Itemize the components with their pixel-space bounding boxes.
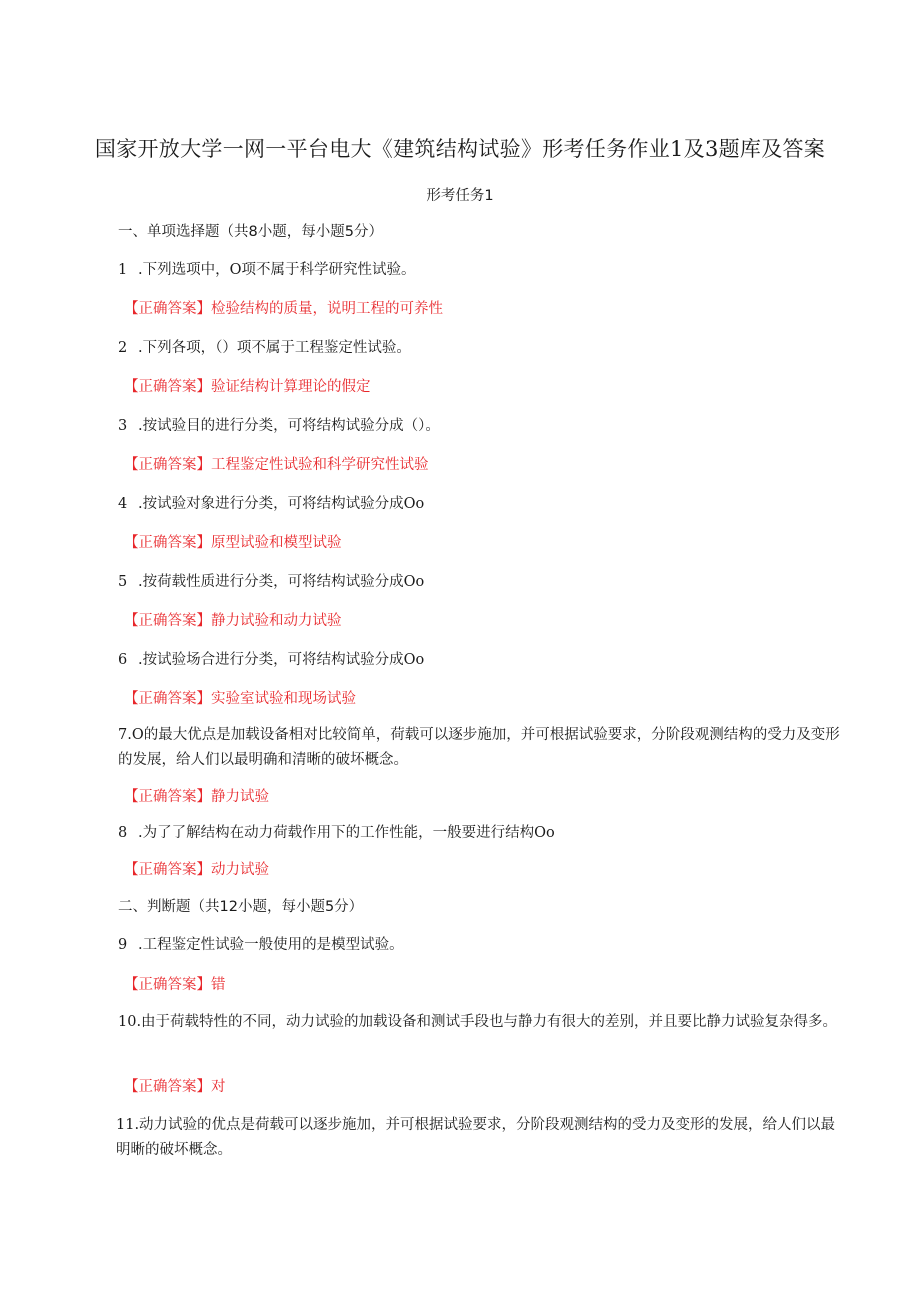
answer-text: 验证结构计算理论的假定 <box>211 379 371 395</box>
question-number: 9 <box>118 937 128 953</box>
section-heading-true-false: 二、判断题（共12小题，每小题5分） <box>118 899 364 915</box>
question-text: .下列选项中，O项不属于科学研究性试验。 <box>138 262 416 278</box>
question-item <box>118 570 842 595</box>
question-number: 4 <box>118 496 128 512</box>
document-subtitle: 形考任务1 <box>426 188 494 204</box>
answer-line <box>124 689 356 709</box>
question-item <box>116 1113 842 1163</box>
answer-tag: 【正确答案】 <box>124 535 211 551</box>
question-text: .按荷载性质进行分类，可将结构试验分成Oo <box>138 574 425 590</box>
answer-line <box>124 787 269 807</box>
answer-text: 静力试验和动力试验 <box>211 613 342 629</box>
question-text: .下列各项，（）项不属于工程鉴定性试验。 <box>138 340 411 356</box>
question-number: 2 <box>118 340 128 356</box>
question-number: 3 <box>118 418 128 434</box>
answer-text: 检验结构的质量，说明工程的可养性 <box>211 301 443 317</box>
question-item <box>118 821 842 846</box>
answer-line <box>124 299 443 319</box>
section-heading-single-choice: 一、单项选择题（共8小题，每小题5分） <box>118 224 383 240</box>
question-item <box>118 1010 840 1035</box>
answer-text: 动力试验 <box>211 862 269 878</box>
question-text: .O的最大优点是加载设备相对比较简单，荷载可以逐步施加，并可根据试验要求，分阶段观测结构的受力及变形的发展，给人们以最明确和清晰的破坏概念。 <box>118 727 840 768</box>
question-item <box>118 258 842 283</box>
answer-line <box>124 860 269 880</box>
answer-text: 实验室试验和现场试验 <box>211 691 356 707</box>
answer-tag: 【正确答案】 <box>124 789 211 805</box>
answer-text: 错 <box>211 977 226 993</box>
answer-tag: 【正确答案】 <box>124 1079 211 1095</box>
question-text: .由于荷载特性的不同，动力试验的加载设备和测试手段也与静力有很大的差别，并且要比静力试验复杂得多。 <box>136 1014 838 1030</box>
question-number: 1 <box>118 262 128 278</box>
question-text: .按试验目的进行分类，可将结构试验分成（）。 <box>138 418 440 434</box>
answer-line <box>124 377 371 397</box>
answer-line <box>124 975 226 995</box>
question-item <box>118 414 842 439</box>
answer-tag: 【正确答案】 <box>124 379 211 395</box>
answer-text: 对 <box>211 1079 226 1095</box>
question-item <box>118 933 842 958</box>
answer-tag: 【正确答案】 <box>124 457 211 473</box>
question-number: 7 <box>118 727 128 743</box>
answer-line <box>124 455 429 475</box>
question-item <box>118 648 842 673</box>
question-text: .工程鉴定性试验一般使用的是模型试验。 <box>138 937 404 953</box>
answer-text: 工程鉴定性试验和科学研究性试验 <box>211 457 429 473</box>
question-item <box>118 336 842 361</box>
answer-tag: 【正确答案】 <box>124 977 211 993</box>
answer-line <box>124 611 342 631</box>
question-number: 11 <box>116 1117 135 1133</box>
question-item <box>118 723 840 773</box>
question-text: .动力试验的优点是荷载可以逐步施加，并可根据试验要求，分阶段观测结构的受力及变形的发展，给人们以最明晰的破坏概念。 <box>116 1117 836 1158</box>
question-number: 10 <box>118 1014 137 1030</box>
question-number: 5 <box>118 574 128 590</box>
answer-tag: 【正确答案】 <box>124 691 211 707</box>
document-title: 国家开放大学一网一平台电大《建筑结构试验》形考任务作业1及3题库及答案 <box>94 137 826 161</box>
question-text: .为了了解结构在动力荷载作用下的工作性能，一般要进行结构Oo <box>138 825 555 841</box>
answer-line <box>124 533 342 553</box>
question-text: .按试验对象进行分类，可将结构试验分成Oo <box>138 496 425 512</box>
answer-tag: 【正确答案】 <box>124 862 211 878</box>
question-text: .按试验场合进行分类，可将结构试验分成Oo <box>138 652 425 668</box>
answer-text: 原型试验和模型试验 <box>211 535 342 551</box>
answer-tag: 【正确答案】 <box>124 613 211 629</box>
question-item <box>118 492 842 517</box>
answer-tag: 【正确答案】 <box>124 301 211 317</box>
question-number: 8 <box>118 825 128 841</box>
answer-line <box>124 1077 226 1097</box>
question-number: 6 <box>118 652 128 668</box>
answer-text: 静力试验 <box>211 789 269 805</box>
